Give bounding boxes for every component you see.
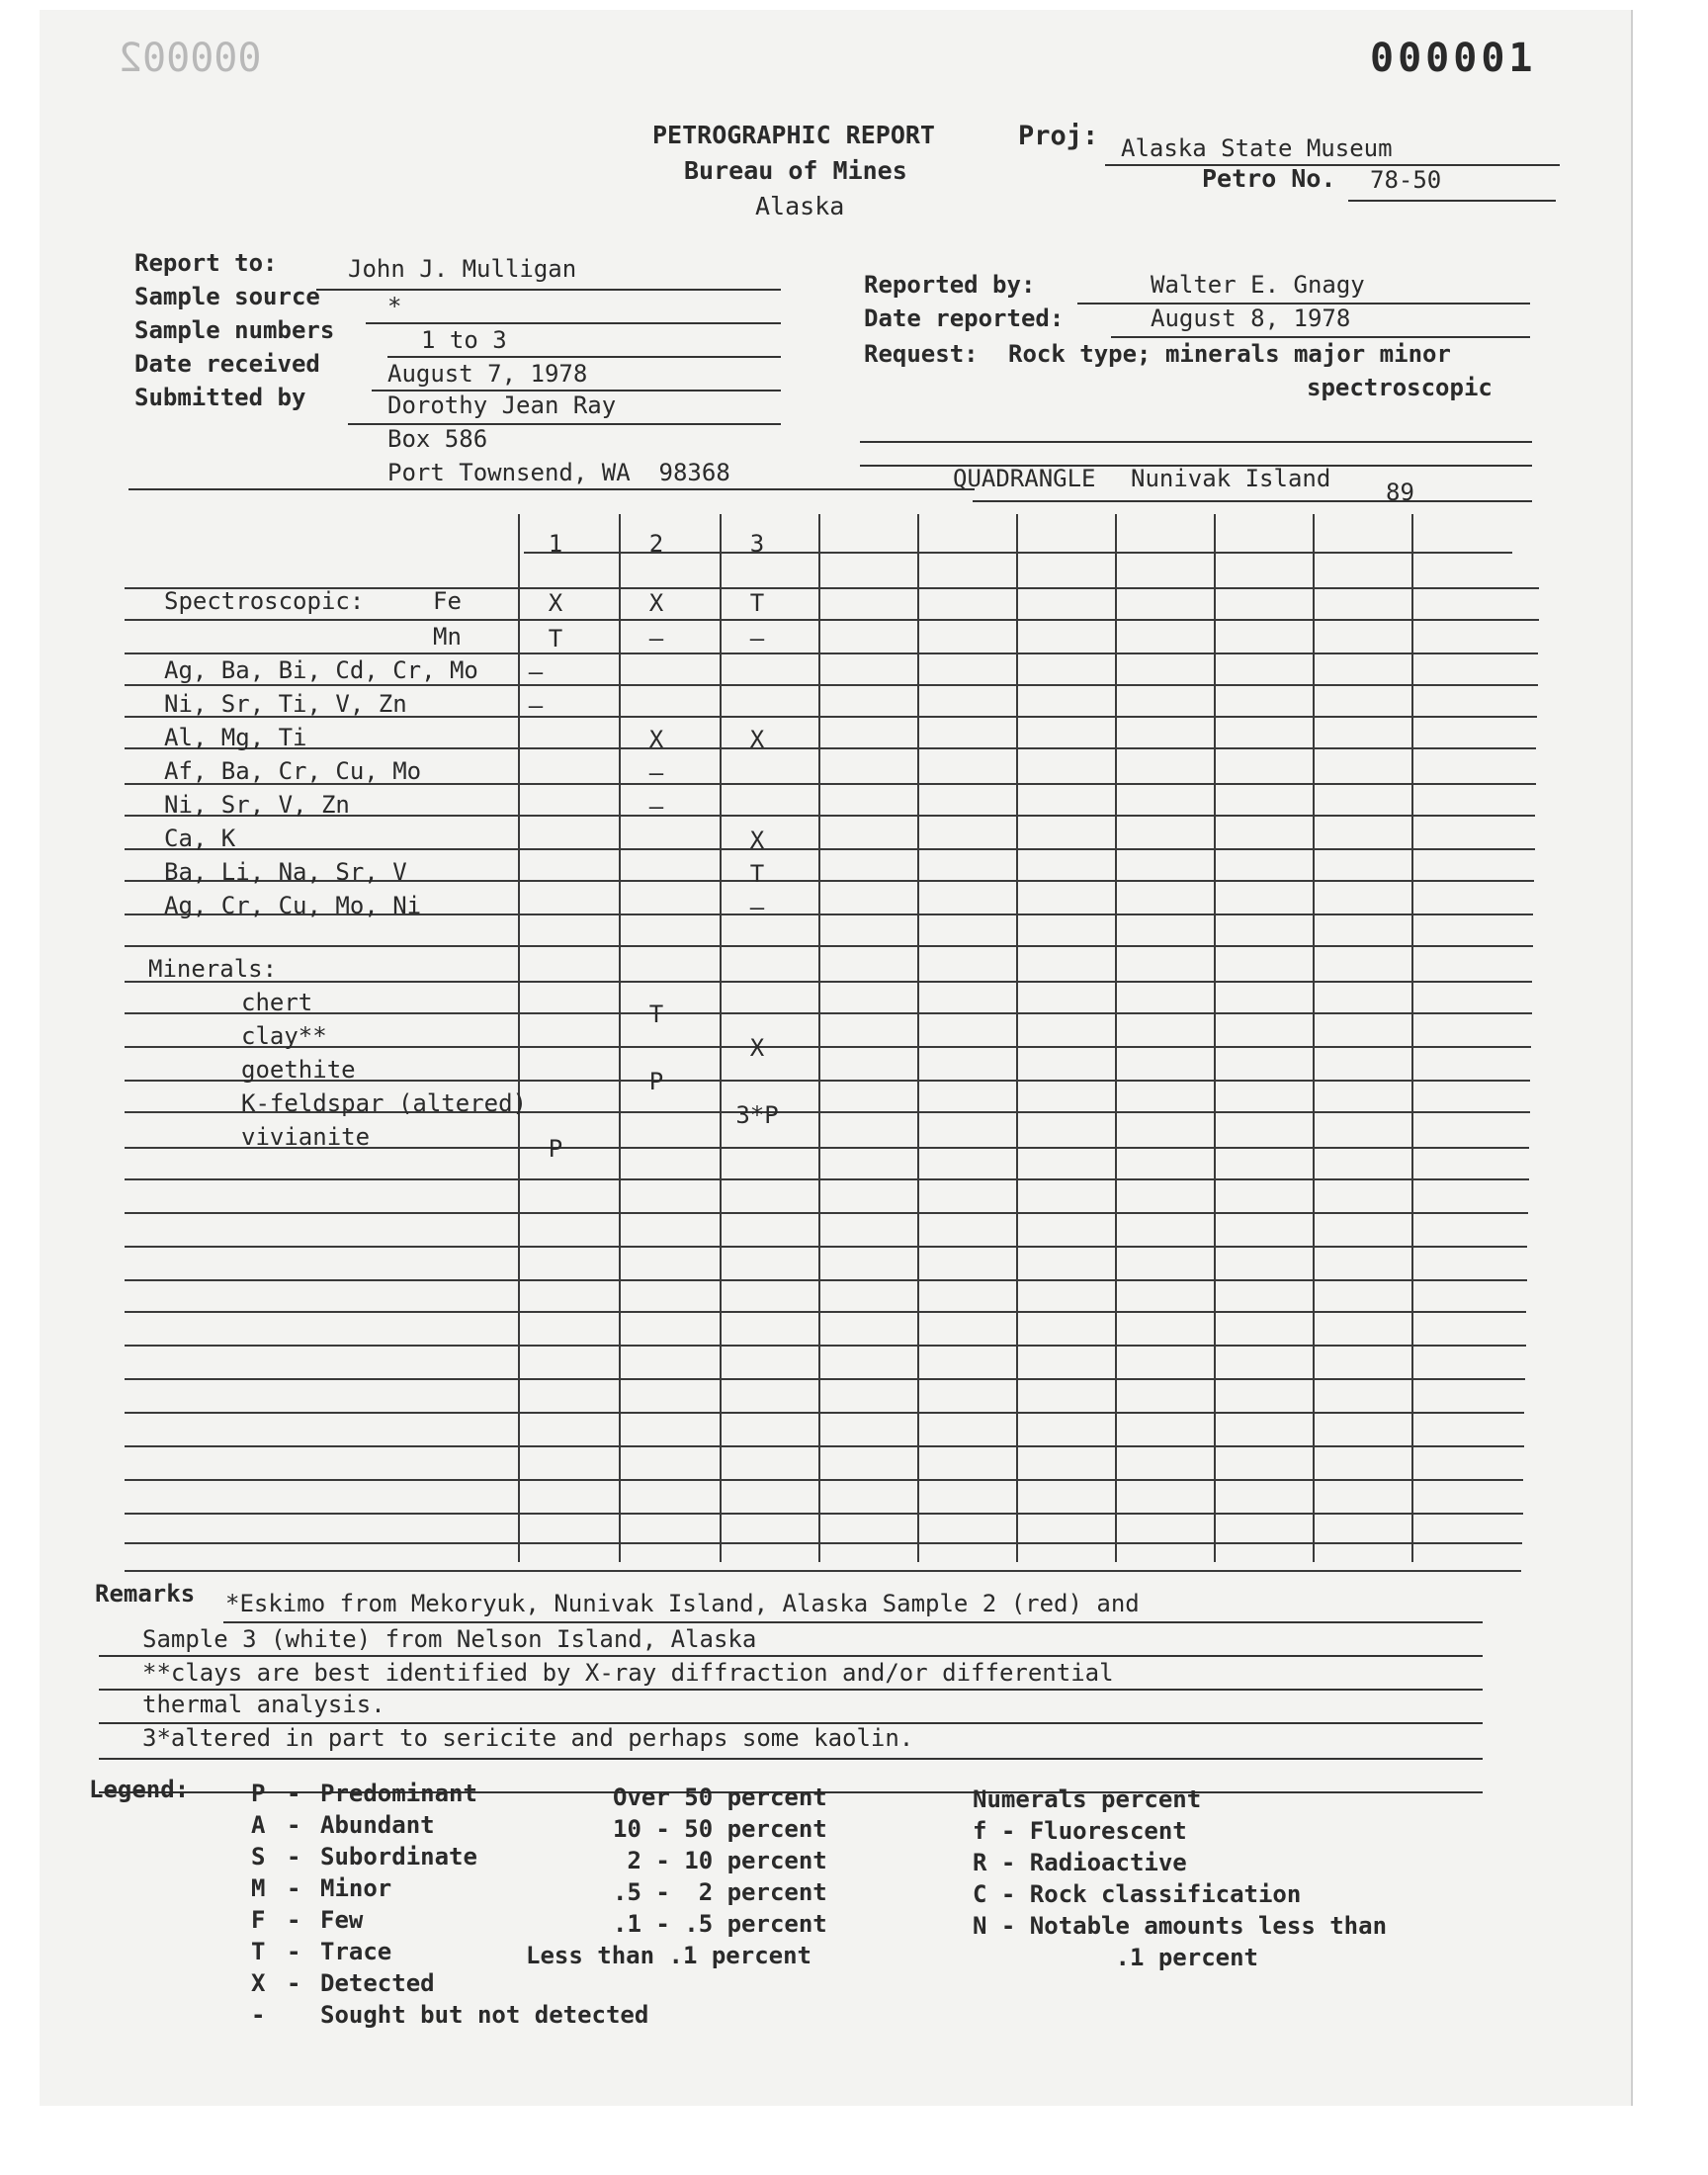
legend-right-item: .1 percent	[973, 1944, 1258, 1971]
sample-numbers-label: Sample numbers	[134, 316, 335, 344]
mineral-row-label: goethite	[241, 1056, 356, 1084]
submitted-by-box: Box 586	[387, 425, 488, 453]
legend-range: Over 50 percent	[613, 1784, 827, 1811]
quadrangle-label: QUADRANGLE	[953, 465, 1096, 492]
legend-right-item: N - Notable amounts less than	[973, 1912, 1388, 1940]
legend-name: Predominant	[320, 1780, 477, 1807]
mineral-result-mark: X	[749, 1034, 765, 1062]
spectroscopic-label: Spectroscopic:	[164, 587, 365, 615]
element-row-label: Mn	[433, 623, 462, 651]
grid-row-line	[125, 684, 1538, 686]
date-received-value: August 7, 1978	[387, 360, 588, 388]
reported-by-label: Reported by:	[864, 271, 1036, 299]
element-result-mark: T	[749, 589, 765, 617]
legend-right-item: f - Fluorescent	[973, 1817, 1187, 1845]
element-result-mark: –	[648, 793, 664, 821]
legend-range: .5 - 2 percent	[613, 1878, 827, 1906]
doc-number-left: 000002	[119, 36, 262, 81]
grid-column-line	[917, 514, 919, 1562]
mineral-result-mark: 3*P	[735, 1101, 779, 1129]
element-result-mark: –	[648, 759, 664, 787]
element-row-label: Ni, Sr, V, Zn	[164, 791, 350, 819]
date-reported-label: Date reported:	[864, 304, 1065, 332]
grid-column-line	[619, 514, 621, 1562]
grid-row-line	[125, 981, 1532, 983]
element-result-mark: X	[648, 726, 664, 753]
mineral-result-mark: P	[548, 1135, 563, 1163]
legend-right-item: Numerals percent	[973, 1785, 1202, 1813]
grid-row-line	[125, 1378, 1525, 1380]
element-result-mark: –	[528, 658, 544, 686]
element-result-mark: –	[749, 894, 765, 921]
grid-column-line	[818, 514, 820, 1562]
submitted-by-city: Port Townsend, WA 98368	[387, 459, 730, 486]
report-bureau: Bureau of Mines	[684, 156, 907, 185]
grid-row-line	[125, 1178, 1529, 1180]
sample-source-value: *	[387, 293, 402, 320]
sample-source-label: Sample source	[134, 283, 320, 310]
petro-value: 78-50	[1370, 166, 1442, 194]
element-row-label: Ag, Ba, Bi, Cd, Cr, Mo	[164, 656, 478, 684]
report-to-label: Report to:	[134, 249, 278, 277]
legend-code: -	[251, 2001, 266, 2029]
legend-right-item: C - Rock classification	[973, 1880, 1302, 1908]
legend-separator: -	[287, 1874, 301, 1902]
reported-by-value: Walter E. Gnagy	[1151, 271, 1365, 299]
legend-code: A	[251, 1811, 266, 1839]
remarks-line-1: *Eskimo from Mekoryuk, Nunivak Island, Alaska Sample 2 (red) and	[225, 1590, 1140, 1617]
legend-code: T	[251, 1938, 266, 1965]
remarks-line-4: thermal analysis.	[142, 1691, 385, 1718]
remarks-underline-5	[99, 1758, 1483, 1760]
report-state: Alaska	[755, 192, 845, 220]
grid-column-line	[1115, 514, 1117, 1562]
sample-numbers-value: 1 to 3	[421, 326, 507, 354]
sample-source-underline	[366, 322, 781, 324]
legend-right-item: R - Radioactive	[973, 1849, 1187, 1876]
legend-name: Few	[320, 1906, 364, 1934]
element-result-mark: X	[749, 726, 765, 753]
request-underline-1	[860, 441, 1532, 443]
element-result-mark: T	[749, 860, 765, 888]
grid-row-line	[125, 619, 1539, 621]
petro-label: Petro No.	[1202, 164, 1336, 193]
proj-value: Alaska State Museum	[1121, 134, 1393, 162]
legend-separator: -	[287, 1969, 301, 1997]
column-header-1: 1	[548, 530, 563, 558]
grid-column-line	[1313, 514, 1315, 1562]
report-to-value: John J. Mulligan	[348, 255, 577, 283]
legend-name: Minor	[320, 1874, 392, 1902]
legend-separator: -	[287, 1843, 301, 1870]
legend-range: 2 - 10 percent	[613, 1847, 827, 1874]
remarks-label: Remarks	[95, 1580, 196, 1608]
grid-row-line	[125, 1279, 1527, 1281]
legend-separator: -	[287, 1780, 301, 1807]
legend-code: P	[251, 1780, 266, 1807]
grid-row-line	[125, 1311, 1526, 1313]
legend-name: Abundant	[320, 1811, 435, 1839]
grid-column-line	[1016, 514, 1018, 1562]
legend-range: Less than .1 percent	[526, 1942, 811, 1969]
element-result-mark: –	[749, 625, 765, 652]
column-header-3: 3	[749, 530, 765, 558]
element-result-mark: X	[548, 589, 563, 617]
element-row-label: Ba, Li, Na, Sr, V	[164, 858, 407, 886]
legend-code: S	[251, 1843, 266, 1870]
remarks-line-3: **clays are best identified by X-ray diffraction and/or differential	[142, 1659, 1114, 1687]
legend-code: F	[251, 1906, 266, 1934]
grid-row-line	[125, 1246, 1527, 1248]
grid-column-line	[1411, 514, 1413, 1562]
mineral-row-label: vivianite	[241, 1123, 371, 1151]
legend-separator: -	[287, 1811, 301, 1839]
legend-separator: -	[287, 1906, 301, 1934]
legend-range: .1 - .5 percent	[613, 1910, 827, 1938]
legend-name: Detected	[320, 1969, 435, 1997]
element-row-label: Fe	[433, 587, 462, 615]
proj-label: Proj:	[1018, 121, 1099, 151]
remarks-line-5: 3*altered in part to sericite and perhaps some kaolin.	[142, 1724, 914, 1752]
legend-range: 10 - 50 percent	[613, 1815, 827, 1843]
mineral-result-mark: T	[648, 1000, 664, 1028]
doc-number-right: 000001	[1370, 36, 1537, 81]
grid-row-line	[125, 747, 1536, 749]
element-row-label: Al, Mg, Ti	[164, 724, 307, 751]
element-result-mark: X	[648, 589, 664, 617]
element-result-mark: X	[749, 826, 765, 854]
petro-underline	[1348, 200, 1556, 202]
mineral-row-label: chert	[241, 989, 313, 1016]
quadrangle-number: 89	[1386, 478, 1414, 506]
legend-code: X	[251, 1969, 266, 1997]
legend-name: Trace	[320, 1938, 392, 1965]
grid-row-line	[125, 848, 1535, 850]
legend-name: Sought but not detected	[320, 2001, 649, 2029]
mineral-result-mark: P	[648, 1068, 664, 1095]
grid-column-line	[1214, 514, 1216, 1562]
mineral-row-label: K-feldspar (altered)	[241, 1089, 527, 1117]
date-reported-value: August 8, 1978	[1151, 304, 1351, 332]
quadrangle-underline	[973, 500, 1532, 502]
request-line2: spectroscopic	[1307, 374, 1493, 401]
element-row-label: Af, Ba, Cr, Cu, Mo	[164, 757, 422, 785]
element-result-mark: –	[528, 692, 544, 720]
column-header-2: 2	[648, 530, 664, 558]
address-underline	[128, 488, 975, 490]
date-received-label: Date received	[134, 350, 320, 378]
grid-row-line	[125, 945, 1533, 947]
remarks-line-2: Sample 3 (white) from Nelson Island, Alaska	[142, 1625, 757, 1653]
grid-column-line	[720, 514, 722, 1562]
report-to-underline	[316, 289, 781, 291]
request-label: Request:	[864, 340, 979, 368]
submitted-by-name: Dorothy Jean Ray	[387, 392, 617, 419]
element-result-mark: T	[548, 625, 563, 652]
submitted-by-label: Submitted by	[134, 384, 306, 411]
sample-numbers-underline	[387, 356, 781, 358]
date-reported-underline	[1111, 336, 1530, 338]
element-result-mark: –	[648, 625, 664, 652]
remarks-underline-2	[99, 1655, 1483, 1657]
grid-row-line	[125, 1570, 1521, 1572]
mineral-row-label: clay**	[241, 1022, 327, 1050]
element-row-label: Ag, Cr, Cu, Mo, Ni	[164, 892, 422, 919]
legend-separator: -	[287, 1938, 301, 1965]
element-row-label: Ni, Sr, Ti, V, Zn	[164, 690, 407, 718]
remarks-underline-1	[223, 1621, 1483, 1623]
report-page	[40, 10, 1633, 2106]
grid-row-line	[125, 1012, 1532, 1014]
element-row-label: Ca, K	[164, 825, 236, 852]
legend-code: M	[251, 1874, 266, 1902]
grid-row-line	[125, 1046, 1531, 1048]
grid-row-line	[125, 1212, 1528, 1214]
request-line1: Rock type; minerals major minor	[1008, 340, 1451, 368]
grid-row-line	[125, 652, 1538, 654]
legend-label: Legend:	[89, 1776, 190, 1803]
report-title: PETROGRAPHIC REPORT	[652, 121, 935, 149]
legend-name: Subordinate	[320, 1843, 477, 1870]
minerals-label: Minerals:	[148, 955, 278, 983]
quadrangle-value: Nunivak Island	[1131, 465, 1331, 492]
grid-row-line	[125, 1345, 1526, 1347]
